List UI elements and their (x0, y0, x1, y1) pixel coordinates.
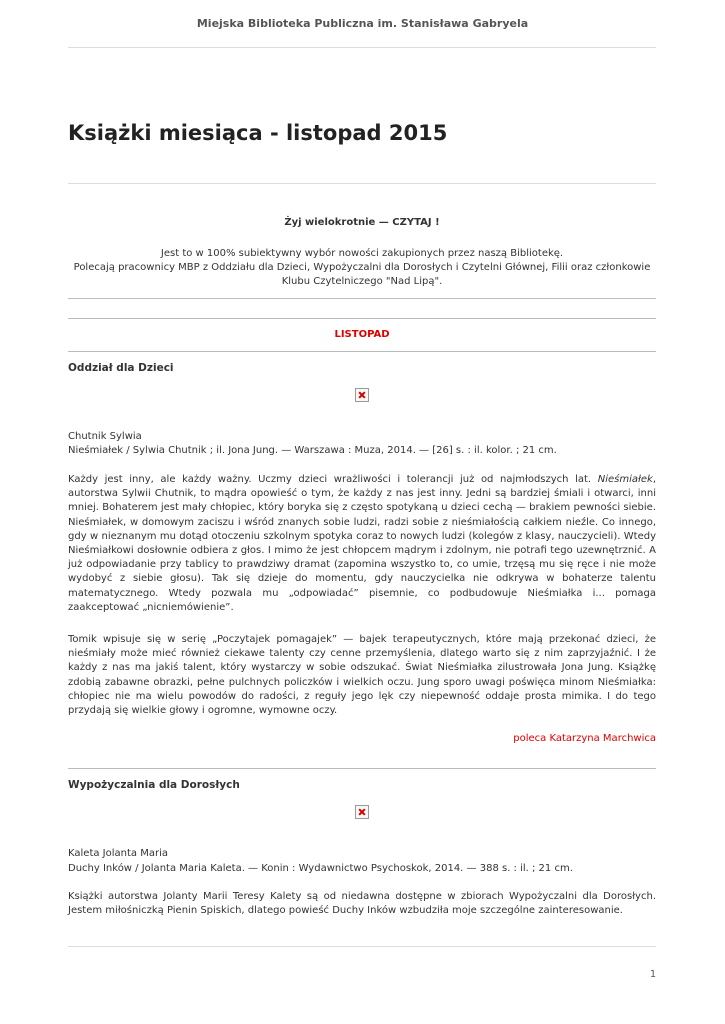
footer-divider (68, 946, 656, 947)
month-divider-bottom (68, 351, 656, 352)
section-title-children: Oddział dla Dzieci (68, 362, 174, 374)
page-title: Książki miesiąca - listopad 2015 (68, 121, 448, 145)
section-divider (68, 768, 656, 769)
intro-line-2: Polecają pracownicy MBP z Oddziału dla Dzieci, Wypożyczalni dla Dorosłych i Czytelni Głównej, Filii oraz członkowie (73, 262, 651, 273)
title-divider (68, 183, 656, 184)
library-header: Miejska Biblioteka Publiczna im. Stanisława Gabryela (196, 17, 529, 30)
review-text: Każdy jest inny, ale każdy ważny. Uczmy dzieci wrażliwości i tolerancji już od najmłodszych lat. (68, 474, 598, 485)
intro-divider (68, 298, 656, 299)
review-paragraph-2: Tomik wpisuje się w serię „Poczytajek pomagajek” — bajek terapeutycznych, które mają przekonać dzieci, że nieśmiały może mieć również ciekawe talenty czy cenne przemyślenia, dlatego warto się z nim zaprzyjaźnić. I że każdy z nas ma jakiś talent, który wystarczy w sobie odszukać. Świat Nieśmiałka zilustrowała Jona Jung. Książkę zdobią zabawne obrazki, pełne pulchnych policzków i wielkich oczu. Jung sporo uwagi poświęca minom Nieśmiałka: chłopiec nie ma wielu powodów do radości, z reguły jego lęk czy niepewność oddaje prosta mimika. I do tego przydają się wielkie głowy i ogromne, wymowne oczy. (68, 634, 656, 717)
header-divider (68, 47, 656, 48)
intro-line-1: Jest to w 100% subiektywny wybór nowości zakupionych przez naszą Bibliotekę. (160, 248, 564, 259)
review-text-continued: , autorstwa Sylwii Chutnik, to mądra opowieść o tym, że każdy z nas jest inny. Jedni są bardziej śmiali i otwarci, inni mniej. Bohaterem jest mały chłopiec, który boryka się z często spotykaną u dzieci cechą — brakiem pewności siebie. Nieśmiałek, w domowym zaciszu i wśród znanych sobie ludzi, radzi sobie z nieśmiałością całkiem nieźle. Co innego, gdy w nieznanym mu dotąd otoczeniu szkolnym spotyka coraz to nowych ludzi (kolegów z klasy, nauczycieli). Wtedy Nieśmiałkowi dosłownie odbiera z głos. I mimo że jest chłopcem mądrym i zdolnym, nie potrafi tego uzewnętrznić. A już odpowiadanie przy tablicy to prawdziwy dramat (zapomina wszystko to, co umie, trzęsą mu się ręce i nie może wydobyć z siebie głosu). Tak się dzieje do momentu, gdy nauczycielka nie odkrywa w bohaterze talentu matematycznego. Wtedy pozwala mu „odpowiadać” pisemnie, co podbudowuje Nieśmiałka i... pomaga zaakceptować „nicniemówienie”. (68, 474, 656, 613)
page-number: 1 (649, 969, 656, 980)
book-bibliographic-record: Duchy Inków / Jolanta Maria Kaleta. — Konin : Wydawnictwo Psychoskok, 2014. — 388 s. : il. ; 21 cm. (68, 863, 573, 874)
broken-image-icon (355, 388, 369, 402)
book-author: Kaleta Jolanta Maria (68, 848, 168, 859)
motto: Żyj wielokrotnie — CZYTAJ ! (284, 217, 440, 228)
intro-line-3: Klubu Czytelniczego "Nad Lipą". (281, 276, 443, 287)
review-paragraph-1 (68, 473, 656, 615)
book-title-emphasis: Nieśmiałek (597, 474, 653, 485)
book-author: Chutnik Sylwia (68, 431, 142, 442)
book-bibliographic-record: Nieśmiałek / Sylwia Chutnik ; il. Jona Jung. — Warszawa : Muza, 2014. — [26] s. : il. kolor. ; 21 cm. (68, 445, 557, 456)
intro-block (68, 247, 656, 289)
month-heading: LISTOPAD (334, 329, 390, 340)
section-title-adults: Wypożyczalnia dla Dorosłych (68, 779, 240, 791)
broken-image-icon (355, 805, 369, 819)
recommender: poleca Katarzyna Marchwica (513, 733, 656, 744)
review-paragraph-1: Książki autorstwa Jolanty Marii Teresy Kalety są od niedawna dostępne w zbiorach Wypożyczalni dla Dorosłych. Jestem miłośniczką Pienin Spiskich, dlatego powieść Duchy Inków wzbudziła moje szczególne zainteresowanie. (68, 891, 656, 917)
month-divider-top (68, 318, 656, 319)
